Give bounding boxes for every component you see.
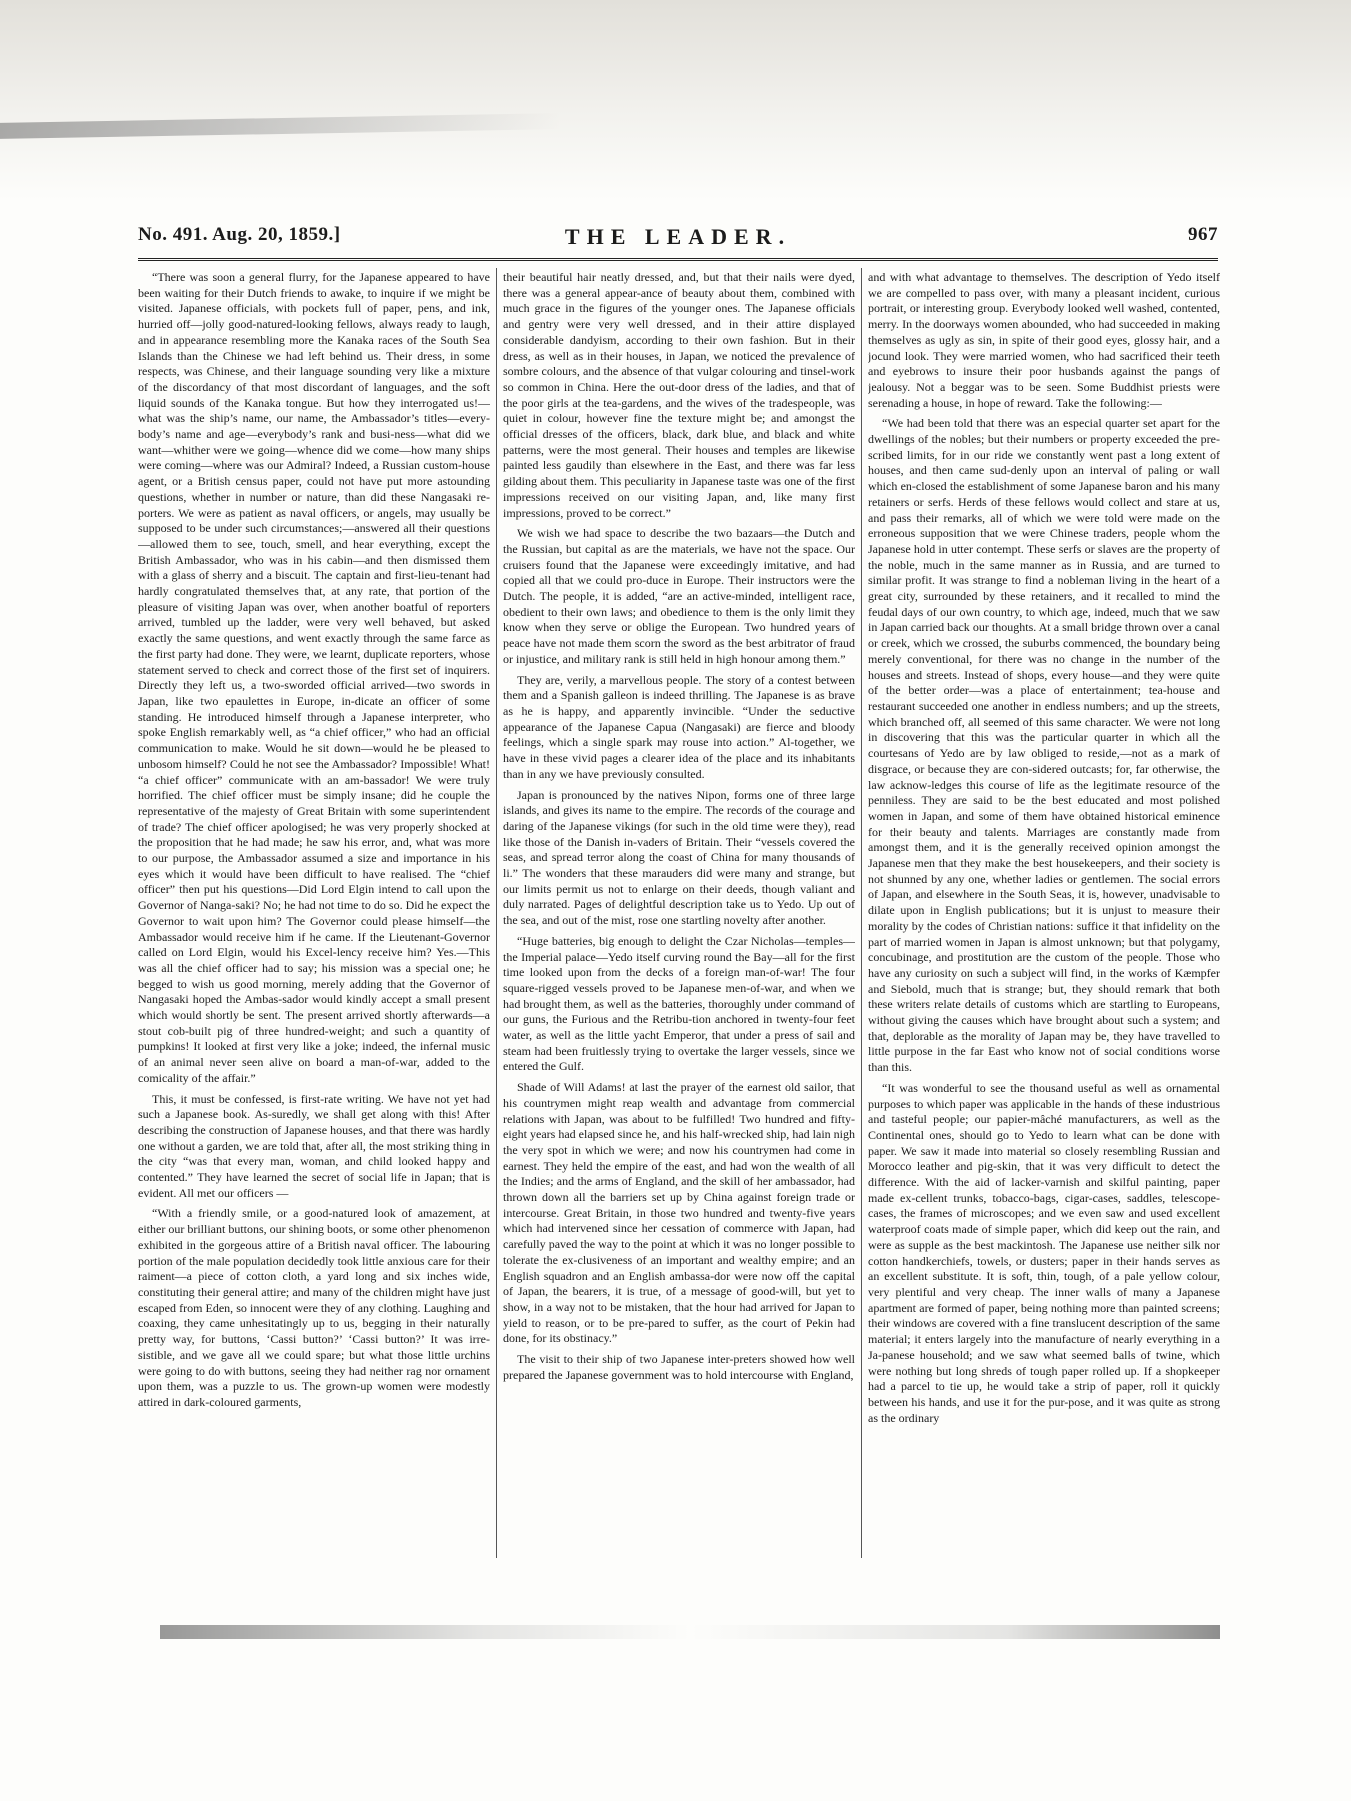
paragraph: Japan is pronounced by the natives Nipon, forms one of three large islands, and gives its name to the empire. The records of the courage and daring of the Japanese vikings (for such in the old time were they), read like those of the Danish in-vaders of Britain. Their “vessels covered the seas, and spread terror along the coast of China for many thousands of li.” The wonders that these marauders did were many and strange, but our limits permit us not to enlarge on their deeds, though valiant and duly narrated. Pages of delightful description take us to Yedo. Up out of the sea, and out of the mist, rose one startling novelty after another. [503, 787, 855, 928]
paragraph: This, it must be confessed, is first-rate writing. We have not yet had such a Japanese book. As-suredly, we shall get along with this! After describing the construction of Japanese houses, and that there was hardly one without a garden, we are told that, after all, the most striking thing in the city “was that every man, woman, and child looked happy and contented.” They have learned the secret of social life in Japan; that is evident. All met our officers — [138, 1091, 490, 1200]
issue-date: No. 491. Aug. 20, 1859.] [138, 224, 341, 245]
header-rule [138, 258, 1218, 261]
paragraph: We wish we had space to describe the two bazaars—the Dutch and the Russian, but capital as are the materials, we have not the space. Our cruisers found that the Japanese were exceedingly imitative, and had copied all that we could pro-duce in Europe. Their instructors were the Dutch. The people, it is added, “are an active-minded, intelligent race, obedient to their own laws; and obedience to them is the only limit they know when they serve or oblige the European. Two hundred years of peace have not made them scorn the sword as the best arbitrator of fraud or injustice, and military rank is still held in high honour among them.” [503, 526, 855, 666]
paragraph: They are, verily, a marvellous people. The story of a contest between them and a Spanish galleon is indeed thrilling. The Japanese is as brave as he is happy, and apparently invincible. “Under the seductive appearance of the Japanese Capua (Nangasaki) are fierce and bloody feelings, which a single spark may rouse into action.” Al-together, we have in these vivid pages a clearer idea of the place and its inhabitants than in any we have previously consulted. [503, 672, 855, 781]
paragraph: “There was soon a general flurry, for the Japanese appeared to have been waiting for their Dutch friends to awake, to inquire if we might be visited. Japanese officials, with pockets full of paper, pens, and ink, hurried off—jolly good-natured-looking fellows, always ready to laugh, and in appearance resembling more the Kanaka races of the South Sea Islands than the Chinese we had left behind us. Their dress, in some respects, was Chinese, and their language sounding very like a mixture of the discordancy of that most discordant of languages, and the soft liquid sounds of the Kanaka tongue. But how they interrogated us!—what was the ship’s name, our name, the Ambassador’s titles—every-body’s name and age—everybody’s rank and busi-ness—what did we want—whither were we going—whence did we come—how many ships were coming—where was our Admiral? Indeed, a Russian custom-house agent, or a British census paper, could not have put more astounding questions, whether in number or nature, than did these Nangasaki re-porters. We were as patient as naval officers, or angels, may usually be supposed to be under such circumstances;—answered all their questions—allowed them to see, touch, smell, and hear everything, except the British Ambassador, who was in his cabin—and then dismissed them with a glass of sherry and a biscuit. The captain and first-lieu-tenant had hardly congratulated themselves that, at any rate, that portion of the pleasure of visiting Japan was over, when another boatful of reporters arrived, tumbled up the ladder, were very well behaved, but asked exactly the same questions, and went exactly through the same farce as the first party had done. They were, we learnt, duplicate reporters, whose statement served to check and correct those of the first set of inquirers. Directly they left us, a two-sworded official arrived—two swords in Japan, like two epaulettes in Europe, in-dicate an officer of some standing. He introduced himself through a Japanese interpreter, who spoke English remarkably well, as “a chief officer,” who had an official communication to make. Would he sit down—would he be pleased to unbosom himself? Could he not see the Ambassador? Impossible! What! “a chief officer” communicate with an am-bassador! We were truly horrified. The chief officer must be simply insane; did he couple the representative of the majesty of Great Britain with some superintendent of trade? The chief officer apologised; he was very properly shocked at the proposition that he had made; he saw his error, and, what was more to our purpose, the Ambassador assumed a size and importance in his eyes which it would have been difficult to have realised. The “chief officer” then put his questions—Did Lord Elgin intend to call upon the Governor of Nanga-saki? No; he had not time to do so. Did he expect the Governor to wait upon him? The Governor could please himself—the Ambassador would receive him if he came. If the Lieutenant-Governor called on Lord Elgin, would his Excel-lency receive him? Yes.—This was all the chief officer had to say; his mission was a special one; he begged to wish us good morning, merely adding that the Governor of Nangasaki hoped the Ambas-sador would kindly accept a small present which would shortly be sent. The present arrived shortly afterwards—a stout cob-built pig of three hundred-weight; and such a quantity of pumpkins! It looked at first very like a joke; indeed, the infernal music of an animal never seen alive on board a man-of-war, added to the comicality of the affair.” [138, 270, 490, 1085]
paragraph: “With a friendly smile, or a good-natured look of amazement, at either our brilliant buttons, our shining boots, or some other phenomenon exhibited in the gorgeous attire of a British naval officer. The labouring portion of the male population decidedly took little anxious care for their raiment—a piece of cotton cloth, a yard long and six inches wide, constituting their general attire; and many of the children might have just escaped from Eden, so innocent were they of any clothing. Laughing and coaxing, they came unhesitatingly up to us, begging in their naturally pretty way, for buttons, ‘Cassi button?’ ‘Cassi button?’ It was irre-sistible, and we gave all we could spare; but what those little urchins were going to do with buttons, seeing they had neither rag nor ornament upon them, was a puzzle to us. The grown-up women were modestly attired in dark-coloured garments, [138, 1206, 490, 1409]
masthead [138, 220, 1218, 254]
paragraph: and with what advantage to themselves. The description of Yedo itself we are compelled to pass over, with many a pleasant incident, curious portrait, or interesting group. Everybody looked well washed, contented, merry. In the doorways women abounded, who had succeeded in making themselves as ugly as sin, in spite of their good eyes, glossy hair, and a jocund look. They were married women, who had sacrificed their teeth and eyebrows to insure their poor husbands against the pangs of jealousy. Not a beggar was to be seen. Some Buddhist priests were serenading a house, in hope of reward. Take the following:— [868, 270, 1220, 410]
column-1 [138, 270, 490, 1555]
paragraph: The visit to their ship of two Japanese inter-preters showed how well prepared the Japanese government was to hold intercourse with England, [503, 1352, 855, 1382]
column-divider [861, 268, 862, 1558]
page-number: 967 [1188, 224, 1218, 245]
column-2 [503, 270, 855, 1555]
paragraph: Shade of Will Adams! at last the prayer of the earnest old sailor, that his countrymen might reap wealth and advantage from commercial relations with Japan, was about to be fulfilled! Two hundred and fifty-eight years had elapsed since he, and his half-wrecked ship, had lain nigh the very spot in which we were; and now his countrymen had come in earnest. They held the empire of the east, and had won the wealth of all the Indies; and the arms of England, and the skill of her ambassador, had thrown down all the barriers set up by China against foreign trade or intercourse. Great Britain, in those two hundred and twenty-five years which had intervened since her cessation of commerce with Japan, had carefully paved the way to the point at which it was no longer possible to tolerate the ex-clusiveness of an important and wealthy empire; and an English squadron and an English ambassa-dor were now off the capital of Japan, the bearers, it is true, of a message of good-will, but yet to show, in a way not to be mistaken, that the hour had arrived for Japan to yield to reason, or to be pre-pared to suffer, as the court of Pekin had done, for its obstinacy.” [503, 1080, 855, 1346]
paragraph: “We had been told that there was an especial quarter set apart for the dwellings of the nobles; but their numbers or property exceeded the pre-scribed limits, for in our ride we constantly went past a long extent of houses, and then came sud-denly upon an interval of paling or wall which en-closed the establishment of some Japanese baron and his many retainers or serfs. Herds of these fellows would collect and stare at us, and pass their remarks, all of which we were told were made on the erroneous supposition that we were Chinese traders, people whom the Japanese hold in utter contempt. These serfs or slaves are the property of the noble, much in the same manner as in Russia, and are turned to similar profit. It was strange to find a nobleman living in the heart of a great city, surrounded by these retainers, and it recalled to mind the feudal days of our own country, to which age, indeed, much that we saw in Japan carried back our thoughts. At a small bridge thrown over a canal or creek, which we crossed, the suburbs commenced, the boundary being merely conventional, for there was no change in the number of the houses and streets. Instead of shops, every house—and they were quite of the better order—was a place of entertainment; tea-house and restaurant succeeded one another in endless numbers; and up the streets, which branched off, all seemed of this same character. We were not long in discovering that this was the particular quarter in which all the courtesans of Yedo are by law obliged to reside,—not as a mark of disgrace, or because they are con-sidered outcasts; for, far otherwise, the law acknow-ledges this course of life as the legitimate resource of the penniless. They are said to be the best educated and most polished women in Japan, and some of them have obtained historical eminence for their beauty and talents. Marriages are constantly made from amongst them, and it is the generally received opinion amongst the Japanese men that they make the best housekeepers, and their society is not shunned by any one, whether ladies or gentlemen. The social errors of Japan, and elsewhere in the South Seas, it is, however, unadvisable to dilate upon in English publications; but it is unjust to measure their morality by the codes of Christian nations: suffice it that infidelity on the part of married women in Japan is almost unknown; but that polygamy, concubinage, and prostitution are the custom of the people. Those who have any curiosity on such a subject will find, in the works of Kæmpfer and Siebold, much that is strange; but, they should remark that both these writers relate details of customs which are startling to Europeans, without giving the causes which have brought about such a system; and that, deplorable as the morality of Japan may be, they have travelled to little purpose in the far East who know not of social conditions worse than this. [868, 416, 1220, 1075]
paragraph: “It was wonderful to see the thousand useful as well as ornamental purposes to which paper was applicable in the hands of these industrious and tasteful people; our papier-mâché manufacturers, as well as the Continental ones, should go to Yedo to learn what can be done with paper. We saw it made into material so closely resembling Russian and Morocco leather and pig-skin, that it was very difficult to detect the difference. With the aid of lacker-varnish and skilful painting, paper made ex-cellent trunks, tobacco-bags, cigar-cases, saddles, telescope-cases, the frames of microscopes; and we even saw and used excellent waterproof coats made of simple paper, which did keep out the rain, and were as supple as the best mackintosh. The Japanese use neither silk nor cotton handkerchiefs, towels, or dusters; paper in their hands serves as an excellent substitute. It is soft, thin, tough, of a pale yellow colour, very plentiful and very cheap. The inner walls of many a Japanese apartment are formed of paper, being nothing more than painted screens; their windows are covered with a fine translucent description of the same material; it enters largely into the manufacture of nearly everything in a Ja-panese household; and we saw what seemed balls of twine, which were nothing but long shreds of tough paper rolled up. If a shopkeeper had a parcel to tie up, he would take a strip of paper, roll it quickly between his hands, and use it for the pur-pose, and it was quite as strong as the ordinary [868, 1080, 1220, 1425]
scan-shading-bottom [160, 1625, 1220, 1639]
column-divider [496, 268, 497, 1558]
scan-shading-top [0, 0, 1351, 200]
newspaper-title: THE LEADER. [564, 224, 792, 249]
paragraph: “Huge batteries, big enough to delight the Czar Nicholas—temples—the Imperial palace—Yedo itself curving round the Bay—all for the first time looked upon from the decks of a foreign man-of-war! The four square-rigged vessels proved to be Japanese men-of-war, and when we had brought them, as well as the batteries, thoroughly under command of our guns, the Furious and the Retribu-tion anchored in twenty-four feet water, as well as the little yacht Emperor, that under a press of sail and steam had been fruitlessly trying to overtake the larger vessels, since we entered the Gulf. [503, 933, 855, 1074]
column-3 [868, 270, 1220, 1555]
paragraph: their beautiful hair neatly dressed, and, but that their nails were dyed, there was a general appear-ance of beauty about them, combined with much grace in the figures of the younger ones. The Japanese officials and gentry were very well dressed, and in their attire displayed considerable dandyism, according to their own fashion. But in their dress, as well as in their houses, in Japan, we noticed the prevalence of sombre colours, and the absence of that vulgar colouring and tinsel-work so common in China. Here the out-door dress of the ladies, and that of the poor girls at the tea-gardens, and the wives of the tradespeople, was quiet in colour, however fine the texture might be; and amongst the official dresses of the officers, black, dark blue, and black and white patterns, were the most general. Their houses and temples are likewise painted less gaudily than elsewhere in the East, and there was far less gilding about them. This peculiarity in Japanese taste was one of the first impressions received on our visiting Japan, and, like many first impressions, proved to be correct.” [503, 270, 855, 520]
